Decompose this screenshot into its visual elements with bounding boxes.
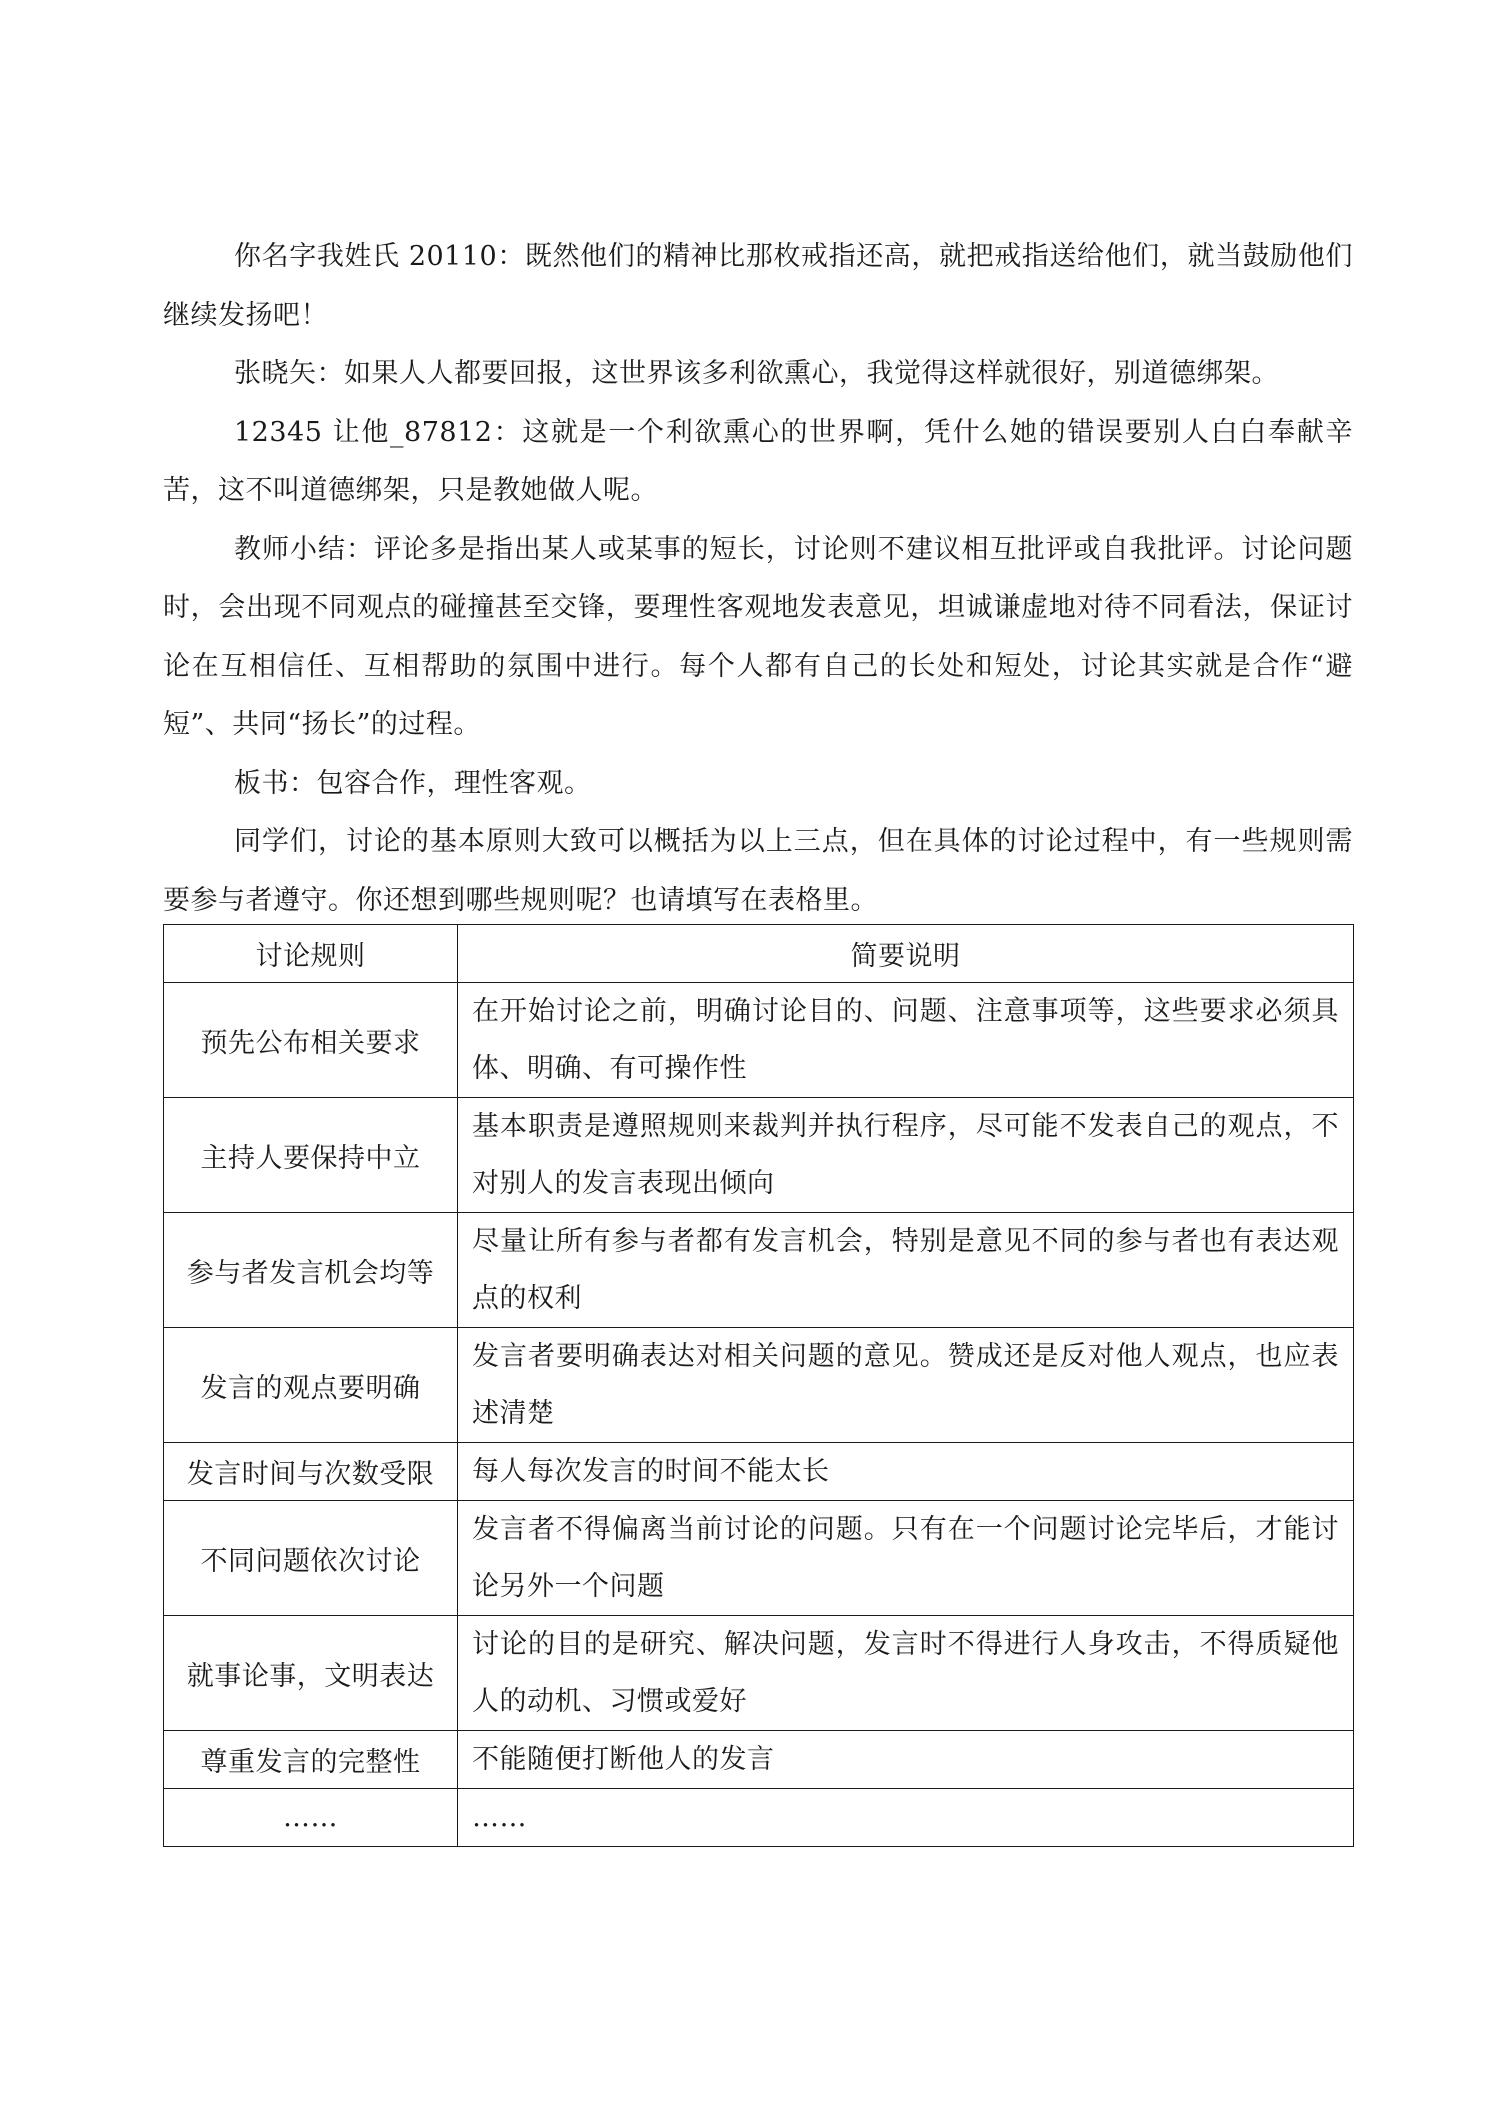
rule-cell: 参与者发言机会均等 [164, 1213, 458, 1328]
rule-cell: 就事论事，文明表达 [164, 1616, 458, 1731]
paragraph-teacher-summary: 教师小结：评论多是指出某人或某事的短长，讨论则不建议相互批评或自我批评。讨论问题时，会出现不同观点的碰撞甚至交锋，要理性客观地发表意见，坦诚谦虚地对待不同看法，保证讨论在互相信任、互相帮助的氛围中进行。每个人都有自己的长处和短处，讨论其实就是合作“避短”、共同“扬长”的过程。 [163, 533, 1353, 740]
description-cell: 每人每次发言的时间不能太长 [458, 1443, 1354, 1501]
rules-table [163, 924, 1354, 1847]
paragraph-intro-table: 同学们，讨论的基本原则大致可以概括为以上三点，但在具体的讨论过程中，有一些规则需要参与者遵守。你还想到哪些规则呢？也请填写在表格里。 [163, 826, 1353, 916]
paragraph-blackboard: 板书：包容合作，理性客观。 [234, 767, 592, 799]
rule-cell: …… [164, 1789, 458, 1847]
description-cell: 基本职责是遵照规则来裁判并执行程序，尽可能不发表自己的观点，不对别人的发言表现出倾向 [458, 1098, 1354, 1213]
rule-cell: 预先公布相关要求 [164, 983, 458, 1098]
description-cell: 讨论的目的是研究、解决问题，发言时不得进行人身攻击，不得质疑他人的动机、习惯或爱好 [458, 1616, 1354, 1731]
table-header-row [164, 925, 1354, 983]
table-row [164, 1213, 1354, 1328]
description-cell: 尽量让所有参与者都有发言机会，特别是意见不同的参与者也有表达观点的权利 [458, 1213, 1354, 1328]
rule-cell: 不同问题依次讨论 [164, 1501, 458, 1616]
table-row [164, 1731, 1354, 1789]
table-row [164, 1789, 1354, 1847]
rule-cell: 发言时间与次数受限 [164, 1443, 458, 1501]
paragraph-comment-2: 张晓矢：如果人人都要回报，这世界该多利欲熏心，我觉得这样就很好，别道德绑架。 [234, 358, 1279, 389]
paragraph-comment-1: 你名字我姓氏 20110：既然他们的精神比那枚戒指还高，就把戒指送给他们，就当鼓励他们继续发扬吧！ [163, 241, 1353, 331]
description-cell: 不能随便打断他人的发言 [458, 1731, 1354, 1789]
description-cell: …… [458, 1789, 1354, 1847]
body-text [163, 228, 1353, 930]
description-cell: 发言者要明确表达对相关问题的意见。赞成还是反对他人观点，也应表述清楚 [458, 1328, 1354, 1443]
header-rule: 讨论规则 [164, 925, 458, 983]
table-row [164, 1098, 1354, 1213]
rule-cell: 发言的观点要明确 [164, 1328, 458, 1443]
rule-cell: 尊重发言的完整性 [164, 1731, 458, 1789]
table-row [164, 1443, 1354, 1501]
table-row [164, 1328, 1354, 1443]
description-cell: 发言者不得偏离当前讨论的问题。只有在一个问题讨论完毕后，才能讨论另外一个问题 [458, 1501, 1354, 1616]
table-row [164, 983, 1354, 1098]
rule-cell: 主持人要保持中立 [164, 1098, 458, 1213]
description-cell: 在开始讨论之前，明确讨论目的、问题、注意事项等，这些要求必须具体、明确、有可操作性 [458, 983, 1354, 1098]
table-row [164, 1616, 1354, 1731]
header-description: 简要说明 [458, 925, 1354, 983]
paragraph-comment-3: 12345 让他_87812：这就是一个利欲熏心的世界啊，凭什么她的错误要别人白白奉献辛苦，这不叫道德绑架，只是教她做人呢。 [163, 416, 1353, 506]
table-row [164, 1501, 1354, 1616]
